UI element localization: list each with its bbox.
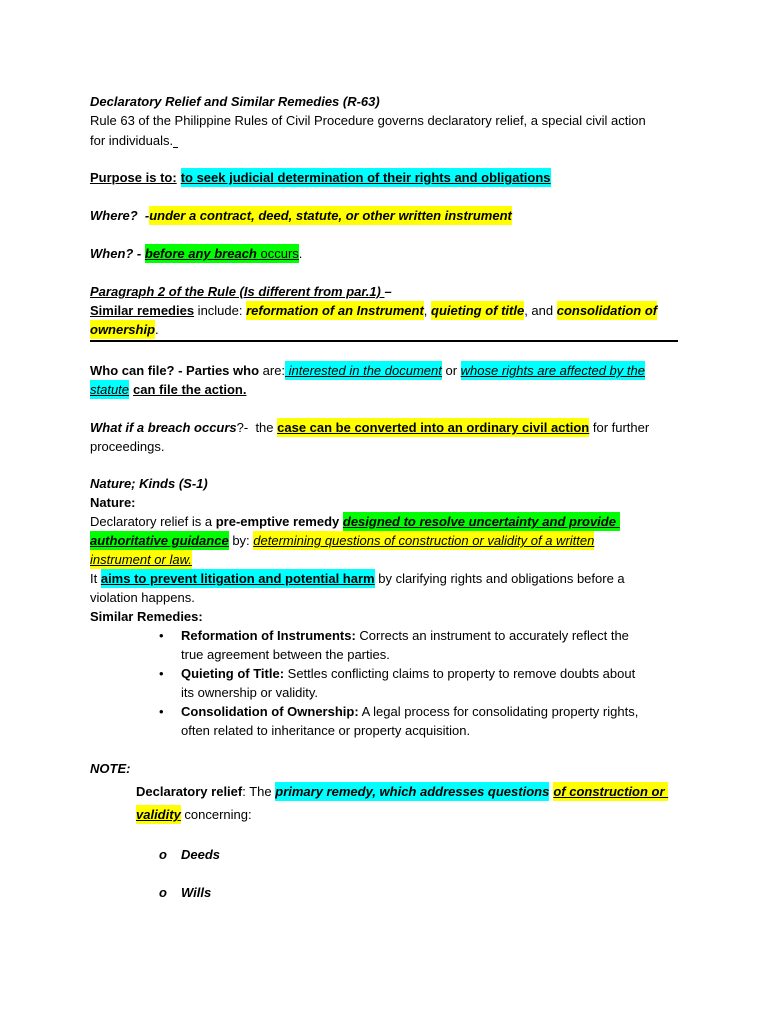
- when-line: [90, 244, 302, 264]
- nature-label: Nature:: [90, 495, 136, 510]
- remedy-description: A legal process for consolidating property rights,: [358, 704, 639, 719]
- who-are: are:: [259, 363, 286, 378]
- primary-remedy-highlight: primary remedy, which addresses questions: [275, 784, 550, 799]
- breach-rest: for further: [589, 420, 650, 435]
- remedy-reformation: reformation of an Instrument: [246, 303, 424, 318]
- similar-remedies-label: Similar remedies: [90, 303, 195, 318]
- party-affected-end: statute: [90, 382, 130, 397]
- breach-question: What if a breach occurs: [90, 420, 237, 435]
- breach-answer: case can be converted into an ordinary civil action: [277, 420, 590, 435]
- trailing-underline: [173, 147, 178, 148]
- where-line: [90, 206, 512, 226]
- paragraph-2-heading: [90, 282, 392, 302]
- bullet-marker: •: [159, 628, 164, 643]
- nature-by: by:: [228, 533, 254, 548]
- design-highlight-start: designed to resolve uncertainty and provide: [342, 514, 620, 529]
- note-line-2: [136, 805, 252, 825]
- nature-it: It: [90, 571, 101, 586]
- remedy-description: Corrects an instrument to accurately reflect the: [355, 628, 629, 643]
- remedy-name: Quieting of Title:: [181, 666, 285, 681]
- similar-remedies-line-2: [90, 320, 159, 340]
- list-item: [181, 702, 638, 722]
- remedy-name: Reformation of Instruments:: [181, 628, 356, 643]
- when-emphasis: before any breach: [144, 246, 257, 261]
- list-item-wills: Wills: [181, 885, 212, 900]
- party-affected-start: whose rights are affected by the: [460, 363, 645, 378]
- party-interested: interested in the document: [285, 363, 442, 378]
- where-label: Where? -: [90, 208, 150, 223]
- note-line-1: [136, 782, 668, 802]
- similar-remedies-end: .: [155, 322, 159, 337]
- sub-bullet-marker: o: [159, 885, 167, 900]
- purpose-highlight: to seek judicial determination of their rights and obligations: [180, 170, 551, 185]
- bullet-marker: •: [159, 704, 164, 719]
- list-item-continuation: true agreement between the parties.: [181, 647, 390, 662]
- when-label: When? -: [90, 246, 145, 261]
- remedy-quieting: quieting of title: [431, 303, 525, 318]
- determining-highlight-end: instrument or law.: [90, 552, 192, 567]
- when-end: .: [298, 246, 303, 261]
- similar-remedies-heading: Similar Remedies:: [90, 609, 203, 624]
- note-concerning: concerning:: [180, 807, 252, 822]
- preemptive-remedy: pre-emptive remedy: [215, 514, 343, 529]
- design-highlight-end: authoritative guidance: [90, 533, 229, 548]
- paragraph-2-heading-text: Paragraph 2 of the Rule (Is different from par.1): [90, 284, 385, 299]
- paragraph-2-dash: –: [384, 284, 392, 299]
- nature-kinds-heading: Nature; Kinds (S-1): [90, 476, 208, 491]
- who-or: or: [441, 363, 461, 378]
- who-can-file-conclusion: can file the action.: [133, 382, 247, 397]
- note-the: : The: [242, 784, 276, 799]
- intro-line-2: [90, 131, 178, 151]
- nature-line-4: [90, 569, 625, 589]
- purpose-line: [90, 168, 551, 188]
- separator-1: ,: [423, 303, 432, 318]
- bullet-marker: •: [159, 666, 164, 681]
- note-label: NOTE:: [90, 761, 131, 776]
- determining-highlight-start: determining questions of construction or validity of a written: [253, 533, 595, 548]
- when-highlight: [145, 244, 299, 263]
- remedy-name: Consolidation of Ownership:: [181, 704, 359, 719]
- similar-remedies-line-1: [90, 301, 657, 321]
- sub-bullet-marker: o: [159, 847, 167, 862]
- list-item: [181, 664, 635, 684]
- list-item-continuation: its ownership or validity.: [181, 685, 319, 700]
- where-highlight: under a contract, deed, statute, or other written instrument: [149, 208, 512, 223]
- remedy-description: Settles conflicting claims to property to remove doubts about: [284, 666, 636, 681]
- breach-line-1: [90, 418, 649, 438]
- intro-line-1: Rule 63 of the Philippine Rules of Civil Procedure governs declaratory relief, a special civil action: [90, 113, 646, 128]
- clarify-start: by clarifying rights and obligations before a: [374, 571, 625, 586]
- separator-2: , and: [524, 303, 557, 318]
- nature-line-2: [90, 531, 594, 551]
- intro-text-end: for individuals.: [90, 133, 174, 148]
- note-declaratory-relief: Declaratory relief: [136, 784, 243, 799]
- nature-line-3: [90, 550, 192, 570]
- remedy-consolidation-start: consolidation of: [556, 303, 658, 318]
- list-item: [181, 626, 629, 646]
- include-text: include:: [194, 303, 247, 318]
- when-rest: occurs: [256, 246, 299, 261]
- document-title: Declaratory Relief and Similar Remedies (R-63): [90, 94, 380, 109]
- construction-highlight-start: of construction or: [553, 784, 669, 799]
- nature-line-1: [90, 512, 620, 532]
- who-can-file-line-1: [90, 361, 645, 381]
- breach-dash: ?- the: [236, 420, 278, 435]
- list-item-deeds: Deeds: [181, 847, 221, 862]
- purpose-label: Purpose is to:: [90, 170, 177, 185]
- list-item-continuation: often related to inheritance or property acquisition.: [181, 723, 471, 738]
- horizontal-rule: [90, 340, 678, 342]
- construction-highlight-end: validity: [136, 807, 181, 822]
- who-can-file-line-2: [90, 380, 246, 400]
- nature-intro: Declaratory relief is a: [90, 514, 216, 529]
- aims-highlight: aims to prevent litigation and potential harm: [100, 571, 375, 586]
- breach-line-2: proceedings.: [90, 439, 165, 454]
- remedy-consolidation-end: ownership: [90, 322, 156, 337]
- who-can-file-question: Who can file? - Parties who: [90, 363, 260, 378]
- nature-line-5: violation happens.: [90, 590, 195, 605]
